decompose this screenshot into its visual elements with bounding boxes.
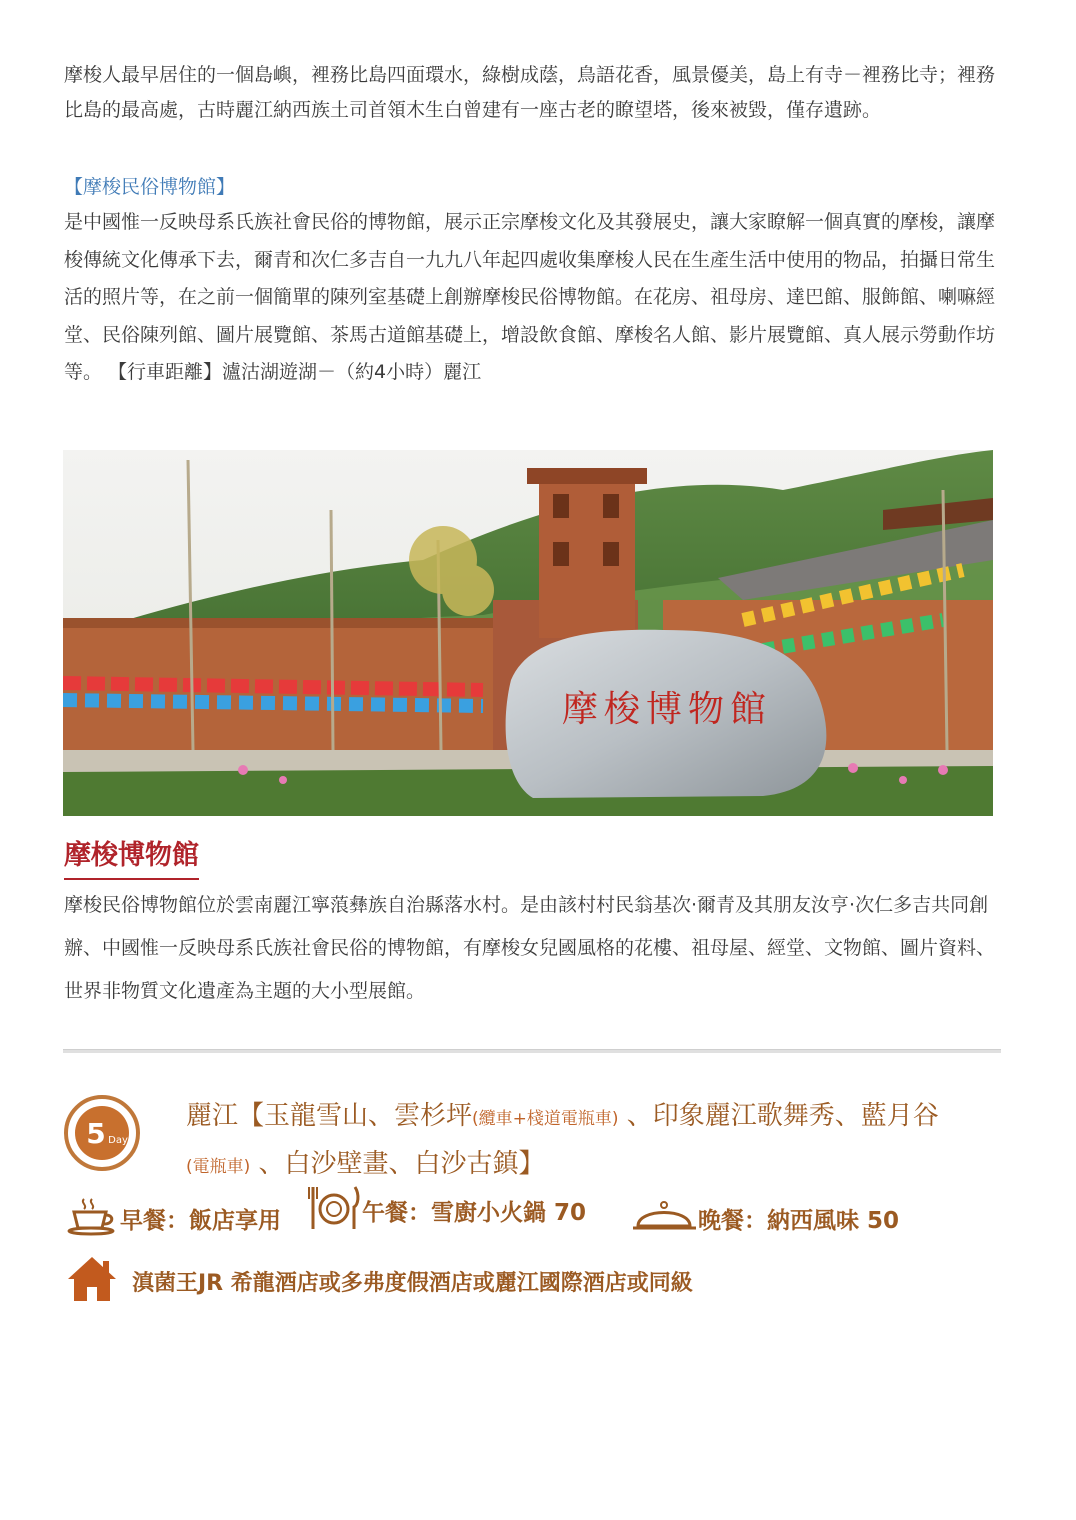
lunch-item (306, 1188, 586, 1232)
intro-paragraph: 摩梭人最早居住的一個島嶼，裡務比島四面環水，綠樹成蔭，鳥語花香，風景優美，島上有寺－裡務比寺；裡務比島的最高處，古時麗江納西族土司首領木生白曾建有一座古老的瞭望塔，後來被毀，僅存遺跡。 (64, 64, 996, 121)
dinner-item (632, 1196, 899, 1240)
day-badge (63, 1094, 141, 1172)
stone-inscription: 摩梭博物館 (561, 689, 773, 730)
museum-heading: 摩梭博物館 (64, 838, 199, 880)
museum-photo (63, 450, 993, 816)
day-title-part2: 、印象麗江歌舞秀、藍月谷 (618, 1101, 939, 1131)
day-label: Day (108, 1135, 128, 1146)
section-divider (63, 1049, 1001, 1053)
museum-body: 摩梭民俗博物館位於雲南麗江寧蒗彝族自治縣落水村。是由該村村民翁基次·爾青及其朋友汝亨·次仁多吉共同創辦、中國惟一反映母系氏族社會民俗的博物館，有摩梭女兒國風格的花樓、祖母屋、經堂、文物館、圖片資料、世界非物質文化遺產為主題的大小型展館。 (64, 894, 996, 1002)
day-number: 5 (86, 1117, 106, 1150)
day-title-part3: 、白沙壁畫、白沙古鎮】 (250, 1149, 545, 1179)
dinner-text: 晚餐：納西風味 50 (698, 1207, 900, 1234)
coffee-cup-icon (66, 1196, 120, 1240)
lunch-text: 午餐：雪廚小火鍋 70 (362, 1199, 587, 1226)
day-title-note1: (纜車+棧道電瓶車) (472, 1109, 619, 1129)
plate-cutlery-icon (306, 1183, 362, 1237)
hotel-item (66, 1256, 693, 1306)
breakfast-item (66, 1196, 281, 1240)
folk-museum-subtitle: 【摩梭民俗博物館】 (64, 176, 236, 198)
house-icon (66, 1255, 118, 1307)
hotel-text: 滇菌王JR 希龍酒店或多弗度假酒店或麗江國際酒店或同級 (132, 1270, 693, 1296)
day-title-note2: (電瓶車) (186, 1157, 251, 1177)
day-itinerary-title (186, 1094, 1006, 1190)
folk-museum-description: 是中國惟一反映母系氏族社會民俗的博物館，展示正宗摩梭文化及其發展史，讓大家瞭解一個真實的摩梭，讓摩梭傳統文化傳承下去，爾青和次仁多吉自一九九八年起四處收集摩梭人民在生產生活中使用的物品，拍攝日常生活的照片等，在之前一個簡單的陳列室基礎上創辦摩梭民俗博物館。在花房、祖母房、達巴館、服飾館、喇嘛經堂、民俗陳列館、圖片展覽館、茶馬古道館基礎上，增設飲食館、摩梭名人館、影片展覽館、真人展示勞動作坊等。 【行車距離】瀘沽湖遊湖－（約4小時）麗江 (64, 211, 996, 383)
breakfast-text: 早餐：飯店享用 (120, 1207, 281, 1234)
day-title-part1: 麗江【玉龍雪山、雲杉坪 (186, 1101, 473, 1131)
cloche-icon (632, 1198, 698, 1238)
